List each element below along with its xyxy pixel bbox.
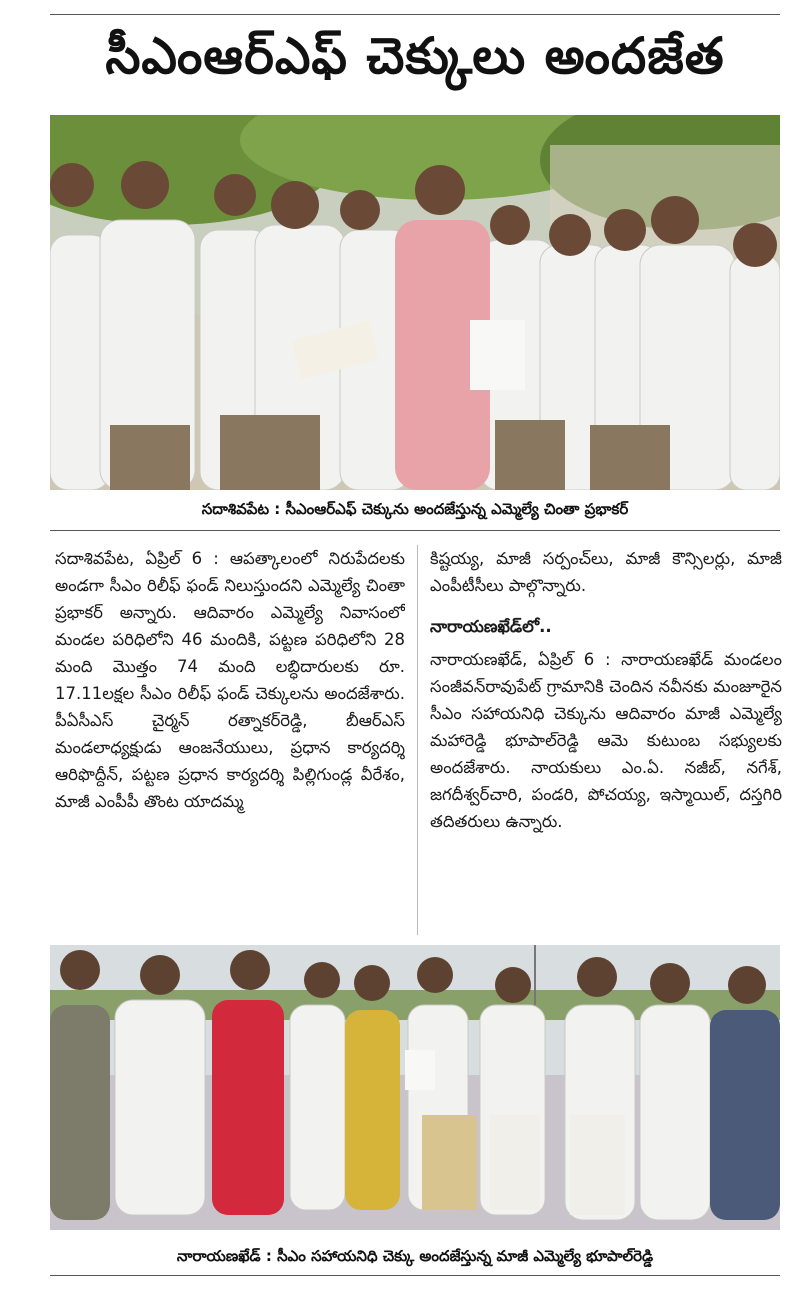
article-column-left [55, 545, 405, 940]
bottom-rule [50, 1275, 780, 1276]
top-rule [50, 14, 780, 15]
headline: సీఎంఆర్ఎఫ్ చెక్కులు అందజేత [105, 26, 725, 85]
subheading: నారాయణఖేడ్‌లో.. [430, 617, 552, 636]
photo-cmrf-sadasivpet [50, 115, 780, 490]
article-paragraph: నారాయణఖేడ్, ఏప్రిల్ 6 : నారాయణఖేడ్ మండలం సంజీవన్‌రావుపేట్ గ్రామానికి చెందిన నవీనకు మంజూరైన సీఎం సహాయనిధి చెక్కును ఆదివారం మాజీ ఎమ్మెల్యే మహారెడ్డి భూపాల్‌రెడ్డి ఆమె కుటుంబ సభ్యులకు అందజేశారు. నాయకులు ఎం.ఏ. నజీబ్, నగేశ్, జగదీశ్వర్‌చారి, పండరి, పోచయ్య, ఇస్మాయిల్, దస్తగిరి తదితరులు ఉన్నారు. [430, 650, 782, 831]
column-divider [417, 545, 418, 935]
caption-rule [50, 530, 780, 531]
article-paragraph: సదాశివపేట, ఏప్రిల్ 6 : ఆపత్కాలంలో నిరుపేదలకు అండగా సీఎం రిలీఫ్ ఫండ్ నిలుస్తుందని ఎమ్మెల్యే చింతా ప్రభాకర్ అన్నారు. ఆదివారం ఎమ్మెల్యే నివాసంలో మండల పరిధిలోని 46 మందికి, పట్టణ పరిధిలోని 28 మంది మొత్తం 74 మంది లబ్ధిదారులకు రూ. 17.11లక్షల సీఎం రిలీఫ్ ఫండ్ చెక్కులను అందజేశారు. పీఏసీఎస్ చైర్మన్ రత్నాకర్‌రెడ్డి, బీఆర్ఎస్ మండలాధ్యక్షుడు ఆంజనేయులు, ప్రధాన కార్యదర్శి ఆరిఫొద్దీన్, పట్టణ ప్రధాన కార్యదర్శి పిల్లిగుండ్ల వీరేశం, మాజీ ఎంపీపీ తొంట యాదమ్మ [55, 549, 405, 811]
article-column-right [430, 545, 782, 940]
photo2-caption: నారాయణఖేడ్ : సీఎం సహాయనిధి చెక్కు అందజేస్తున్న మాజీ ఎమ్మెల్యే భూపాల్‌రెడ్డి [176, 1247, 654, 1265]
photo-cmrf-narayankhed [50, 945, 780, 1230]
article-paragraph: కిష్టయ్య, మాజీ సర్పంచ్‌లు, మాజీ కౌన్సిలర్లు, మాజీ ఎంపీటీసీలు పాల్గొన్నారు. [430, 549, 782, 595]
photo1-caption: సదాశివపేట : సీఎంఆర్ఎఫ్ చెక్కును అందజేస్తున్న ఎమ్మెల్యే చింతా ప్రభాకర్ [201, 500, 629, 518]
